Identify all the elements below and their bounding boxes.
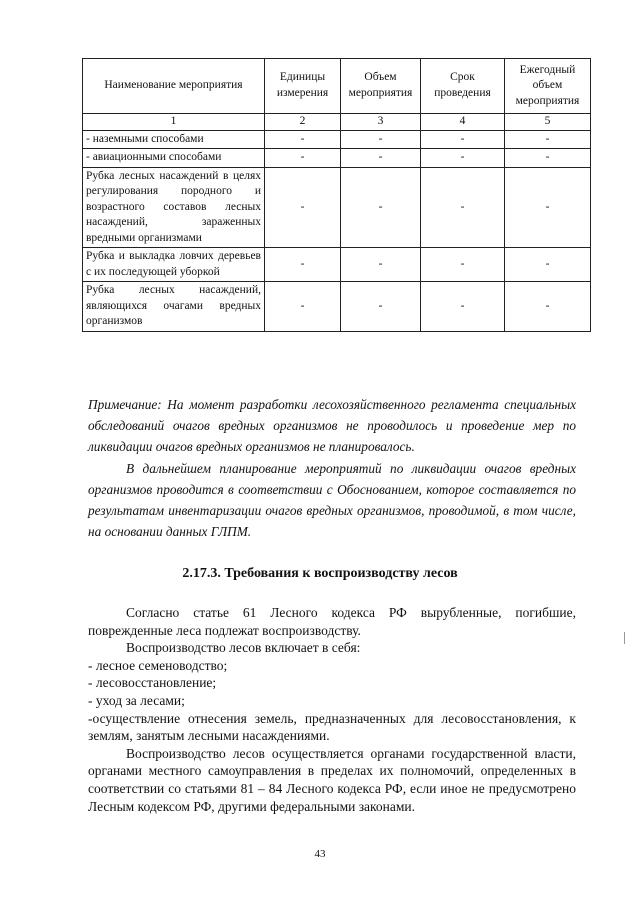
column-number: 5 — [505, 114, 591, 131]
header-annual: Ежегодный объем мероприятия — [505, 59, 591, 114]
row-term: - — [421, 167, 505, 248]
row-annual: - — [505, 282, 591, 332]
note-paragraph — [88, 394, 576, 457]
row-volume: - — [341, 167, 421, 248]
body-paragraph: Воспроизводство лесов осуществляется органами государственной власти, органами местного самоуправления в пределах их полномочий, определенных в соответствии со статьями 81 – 84 Лесного кодекса РФ, если иное не предусмотрено Лесным кодексом РФ, другими федеральными законами. — [88, 745, 576, 814]
row-term: - — [421, 149, 505, 168]
row-volume: - — [341, 149, 421, 168]
row-term: - — [421, 130, 505, 149]
row-unit: - — [265, 248, 341, 282]
section-body — [88, 604, 576, 815]
header-unit: Единицы измерения — [265, 59, 341, 114]
row-term: - — [421, 282, 505, 332]
note-block — [88, 394, 576, 542]
note-text: На момент разработки лесохозяйственного регламента специальных обследований очагов вредных организмов не проводилось и проведение мер по ликвидации очагов вредных организмов не планировалось. — [88, 397, 577, 454]
table-row — [83, 130, 591, 149]
row-volume: - — [341, 248, 421, 282]
row-unit: - — [265, 167, 341, 248]
row-unit: - — [265, 282, 341, 332]
row-unit: - — [265, 130, 341, 149]
row-name: Рубка лесных насаждений в целях регулирования породного и возрастного составов лесных насаждений, зараженных вредными организмами — [83, 167, 265, 248]
header-term: Срок проведения — [421, 59, 505, 114]
table-row — [83, 167, 591, 248]
note-paragraph-2: В дальнейшем планирование мероприятий по ликвидации очагов вредных организмов проводится в соответствии с Обоснованием, которое составляется по результатам инвентаризации очагов вредных организмов, проводимой, в том числе, на основании данных ГЛПМ. — [88, 461, 576, 539]
body-paragraph: Воспроизводство лесов включает в себя: — [126, 640, 361, 656]
list-item: - уход за лесами; — [88, 692, 185, 708]
section-title: 2.17.3. Требования к воспроизводству лесов — [182, 566, 458, 581]
header-name: Наименование мероприятия — [83, 59, 265, 114]
row-annual: - — [505, 149, 591, 168]
row-annual: - — [505, 130, 591, 149]
row-volume: - — [341, 282, 421, 332]
row-unit: - — [265, 149, 341, 168]
row-term: - — [421, 248, 505, 282]
row-name: Рубка и выкладка ловчих деревьев с их последующей уборкой — [83, 248, 265, 282]
column-number: 2 — [265, 114, 341, 131]
row-name: Рубка лесных насаждений, являющихся очагами вредных организмов — [83, 282, 265, 332]
column-number: 1 — [83, 114, 265, 131]
row-name: - наземными способами — [83, 130, 265, 149]
page-number: 43 — [314, 848, 326, 860]
table-header-row — [83, 59, 591, 114]
note-label: Примечание: — [88, 397, 162, 412]
row-name: - авиационными способами — [83, 149, 265, 168]
list-item: - лесное семеноводство; — [88, 657, 228, 673]
list-item: -осуществление отнесения земель, предназначенных для лесовосстановления, к землям, занятым лесными насаждениями. — [88, 710, 576, 744]
table-row — [83, 149, 591, 168]
column-number: 4 — [421, 114, 505, 131]
table-row — [83, 248, 591, 282]
column-number: 3 — [341, 114, 421, 131]
row-annual: - — [505, 248, 591, 282]
margin-mark — [624, 632, 625, 644]
body-paragraph: Согласно статье 61 Лесного кодекса РФ вырубленные, погибшие, поврежденные леса подлежат воспроизводству. — [88, 605, 576, 638]
measures-table-container — [82, 58, 590, 332]
row-annual: - — [505, 167, 591, 248]
list-item: - лесовосстановление; — [88, 675, 217, 691]
column-number-row — [83, 114, 591, 131]
row-volume: - — [341, 130, 421, 149]
table-row — [83, 282, 591, 332]
header-volume: Объем мероприятия — [341, 59, 421, 114]
measures-table — [82, 58, 591, 332]
